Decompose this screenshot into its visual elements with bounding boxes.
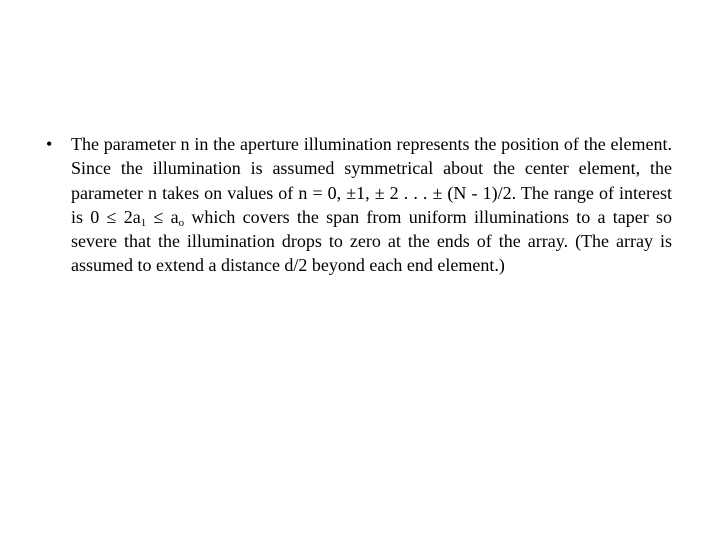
bullet-dot-icon: • (46, 134, 53, 154)
subscript-o: o (178, 216, 185, 229)
paragraph-text-part-3: which covers the span from uniform illuminations to a taper so severe that the illumination drops to zero at the ends of the array. (The array is assumed to extend a distance d/2 beyond each end element.) (71, 206, 673, 276)
subscript-1: 1 (140, 216, 147, 229)
bullet-item (46, 132, 672, 278)
paragraph-text-part-1: The parameter n in the aperture illumination represents the position of the element. Since the illumination is assumed symmetrical about the center element, the parameter n takes on values of n = 0, ±1, ± 2 . . . ± (N - 1)/2. The range of interest is 0 ≤ 2a (71, 134, 672, 227)
bullet-paragraph (71, 132, 672, 278)
paragraph-text-part-2: ≤ a (146, 206, 179, 227)
